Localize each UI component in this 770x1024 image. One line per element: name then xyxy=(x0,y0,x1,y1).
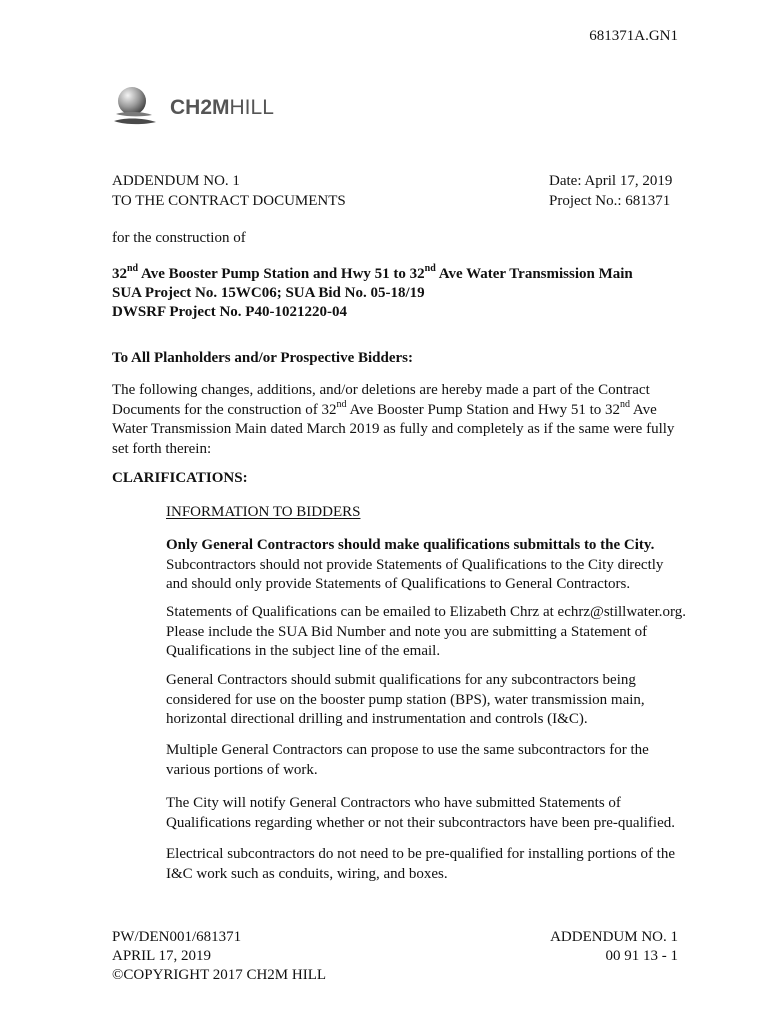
clarification-paragraph-1: Only General Contractors should make qualifications submittals to the City. Subcontractors should not provide Statements of Qualifications to the City directly and should only provide Statements of Qualifications to General Contractors. xyxy=(166,537,664,593)
footer-page-number: 00 91 13 - 1 xyxy=(605,948,678,964)
addendum-title: ADDENDUM NO. 1 xyxy=(112,173,240,189)
clarification-paragraph-2: Statements of Qualifications can be emailed to Elizabeth Chrz at echrz@stillwater.org. Please include the SUA Bid Number and note you are submitting a Statement of Qualifications in the subject line of the email. xyxy=(166,604,687,660)
construction-intro: for the construction of xyxy=(112,230,246,246)
addendum-date: Date: April 17, 2019 xyxy=(549,173,673,189)
project-number: Project No.: 681371 xyxy=(549,193,671,209)
project-title-line3: DWSRF Project No. P40-1021220-04 xyxy=(112,304,347,320)
clarifications-heading: CLARIFICATIONS: xyxy=(112,470,248,486)
document-id: 681371A.GN1 xyxy=(589,28,678,44)
project-title-line2: SUA Project No. 15WC06; SUA Bid No. 05-18/19 xyxy=(112,285,425,301)
clarification-paragraph-6: Electrical subcontractors do not need to be pre-qualified for installing portions of the I&C work such as conduits, wiring, and boxes. xyxy=(166,846,676,882)
footer-doc-code: PW/DEN001/681371 xyxy=(112,929,242,945)
logo-wordmark: CH2MHILL xyxy=(170,96,274,119)
footer-addendum: ADDENDUM NO. 1 xyxy=(550,929,678,945)
footer-date: APRIL 17, 2019 xyxy=(112,948,212,964)
ch2mhill-logo xyxy=(112,84,312,132)
clarification-paragraph-3: General Contractors should submit qualifications for any subcontractors being considered for use on the booster pump station (BPS), water transmission main, horizontal directional drilling and instrumentation and controls (I&C). xyxy=(166,672,645,728)
addendum-subtitle: TO THE CONTRACT DOCUMENTS xyxy=(112,193,346,209)
salutation: To All Planholders and/or Prospective Bidders: xyxy=(112,350,414,366)
footer-copyright: ©COPYRIGHT 2017 CH2M HILL xyxy=(112,967,327,983)
globe-logo-icon xyxy=(112,84,164,132)
intro-paragraph: The following changes, additions, and/or deletions are hereby made a part of the Contract Documents for the construction of 32nd Ave Booster Pump Station and Hwy 51 to 32nd Ave Water Transmission Main dated March 2019 as fully and completely as if the same were fully set forth therein: xyxy=(112,382,675,457)
section-heading: INFORMATION TO BIDDERS xyxy=(166,504,361,520)
project-title-line1: 32nd Ave Booster Pump Station and Hwy 51 to 32nd Ave Water Transmission Main xyxy=(112,263,633,282)
clarification-paragraph-5: The City will notify General Contractors who have submitted Statements of Qualifications regarding whether or not their subcontractors have been pre-qualified. xyxy=(166,795,675,831)
clarification-paragraph-4: Multiple General Contractors can propose to use the same subcontractors for the various portions of work. xyxy=(166,742,649,778)
